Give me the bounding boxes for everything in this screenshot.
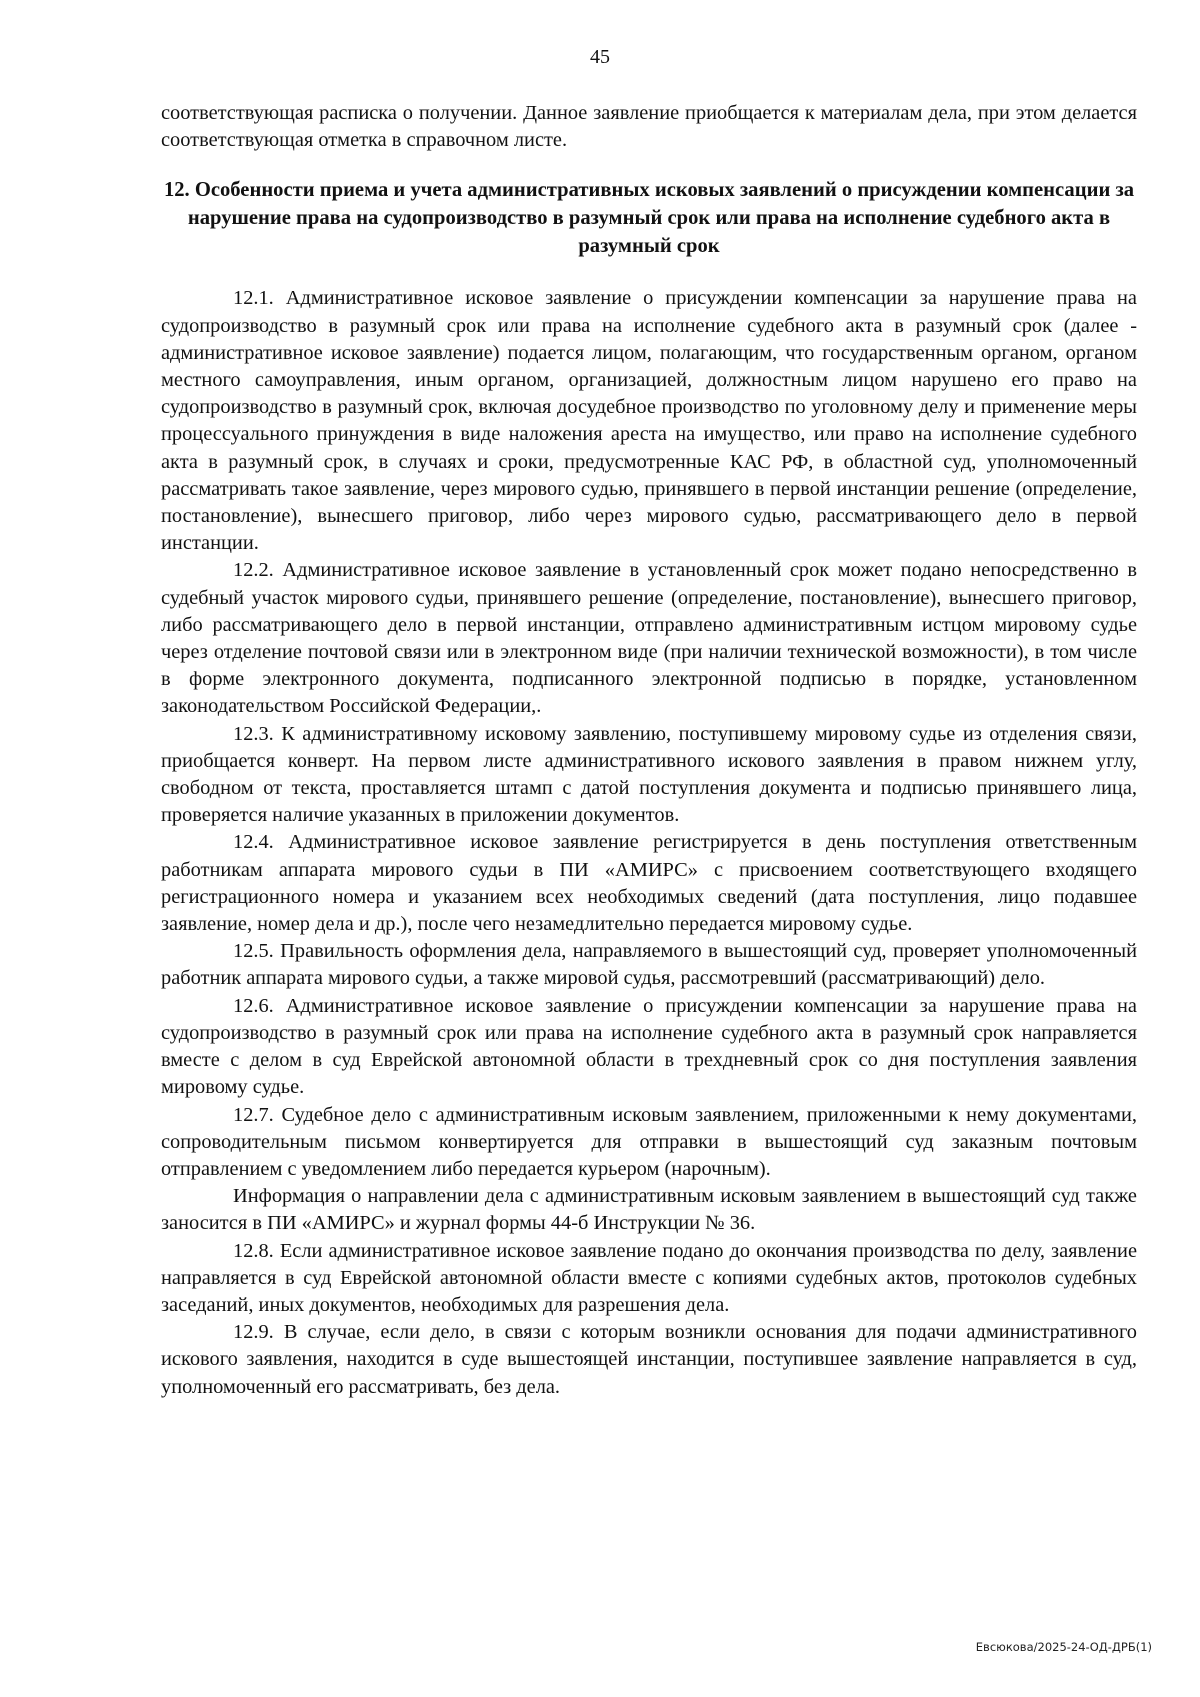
page-number: 45 xyxy=(590,46,610,68)
paragraph-12-4: 12.4. Административное исковое заявление регистрируется в день поступления ответственным работникам аппарата мирового судьи в ПИ «АМИРС» с присвоением соответствующего входящего регистрационного номера и указанием всех необходимых сведений (дата поступления, лицо подавшее заявление, номер дела и др.), после чего незамедлительно передается мировому судье. xyxy=(161,831,1137,936)
intro-paragraph: соответствующая расписка о получении. Данное заявление приобщается к материалам дела, при этом делается соответствующая отметка в справочном листе. xyxy=(161,102,1137,152)
document-body xyxy=(161,100,1137,1401)
footer-code: Евсюкова/2025-24-ОД-ДРБ(1) xyxy=(975,1640,1152,1654)
paragraph-12-7: 12.7. Судебное дело с административным исковым заявлением, приложенными к нему документами, сопроводительным письмом конвертируется для отправки в вышестоящий суд заказным почтовым отправлением с уведомлением либо передается курьером (нарочным). xyxy=(161,1103,1137,1180)
paragraph-12-8: 12.8. Если административное исковое заявление подано до окончания производства по делу, заявление направляется в суд Еврейской автономной области вместе с копиями судебных актов, протоколов судебных заседаний, иных документов, необходимых для разрешения дела. xyxy=(161,1239,1137,1316)
paragraph-12-5: 12.5. Правильность оформления дела, направляемого в вышестоящий суд, проверяет уполномоченный работник аппарата мирового судьи, а также мировой судья, рассмотревший (рассматривающий) дело. xyxy=(161,940,1137,990)
paragraph-info: Информация о направлении дела с административным исковым заявлением в вышестоящий суд также заносится в ПИ «АМИРС» и журнал формы 44-б Инструкции № 36. xyxy=(161,1185,1137,1235)
paragraph-12-9: 12.9. В случае, если дело, в связи с которым возникли основания для подачи административного искового заявления, находится в суде вышестоящей инстанции, поступившее заявление направляется в суд, уполномоченный его рассматривать, без дела. xyxy=(161,1321,1137,1398)
section-heading: 12. Особенности приема и учета административных исковых заявлений о присуждении компенсации за нарушение права на судопроизводство в разумный срок или права на исполнение судебного акта в разумный срок xyxy=(163,179,1135,258)
paragraph-12-2: 12.2. Административное исковое заявление в установленный срок может подано непосредственно в судебный участок мирового судьи, принявшего решение (определение, постановление), вынесшего приговор, либо рассматривающего дело в первой инстанции, отправлено административным истцом мировому судье через отделение почтовой связи или в электронном виде (при наличии технической возможности), в том числе в форме электронного документа, подписанного электронной подписью в порядке, установленном законодательством Российской Федерации,. xyxy=(161,559,1137,718)
paragraph-12-1: 12.1. Административное исковое заявление о присуждении компенсации за нарушение права на судопроизводство в разумный срок или права на исполнение судебного акта в разумный срок (далее - административное исковое заявление) подается лицом, полагающим, что государственным органом, органом местного самоуправления, иным органом, организацией, должностным лицом нарушено его право на судопроизводство в разумный срок, включая досудебное производство по уголовному делу и применение меры процессуального принуждения в виде наложения ареста на имущество, или право на исполнение судебного акта в разумный срок, в случаях и сроки, предусмотренные КАС РФ, в областной суд, уполномоченный рассматривать такое заявление, через мирового судью, принявшего в первой инстанции решение (определение, постановление), вынесшего приговор, либо через мирового судью, рассматривающего дело в первой инстанции. xyxy=(161,287,1137,555)
paragraph-12-3: 12.3. К административному исковому заявлению, поступившему мировому судье из отделения связи, приобщается конверт. На первом листе административного искового заявления в правом нижнем углу, свободном от текста, проставляется штамп с датой поступления документа и подписью принявшего лица, проверяется наличие указанных в приложении документов. xyxy=(161,722,1137,827)
paragraph-12-6: 12.6. Административное исковое заявление о присуждении компенсации за нарушение права на судопроизводство в разумный срок или права на исполнение судебного акта в разумный срок направляется вместе с делом в суд Еврейской автономной области в трехдневный срок со дня поступления заявления мировому судье. xyxy=(161,994,1137,1099)
